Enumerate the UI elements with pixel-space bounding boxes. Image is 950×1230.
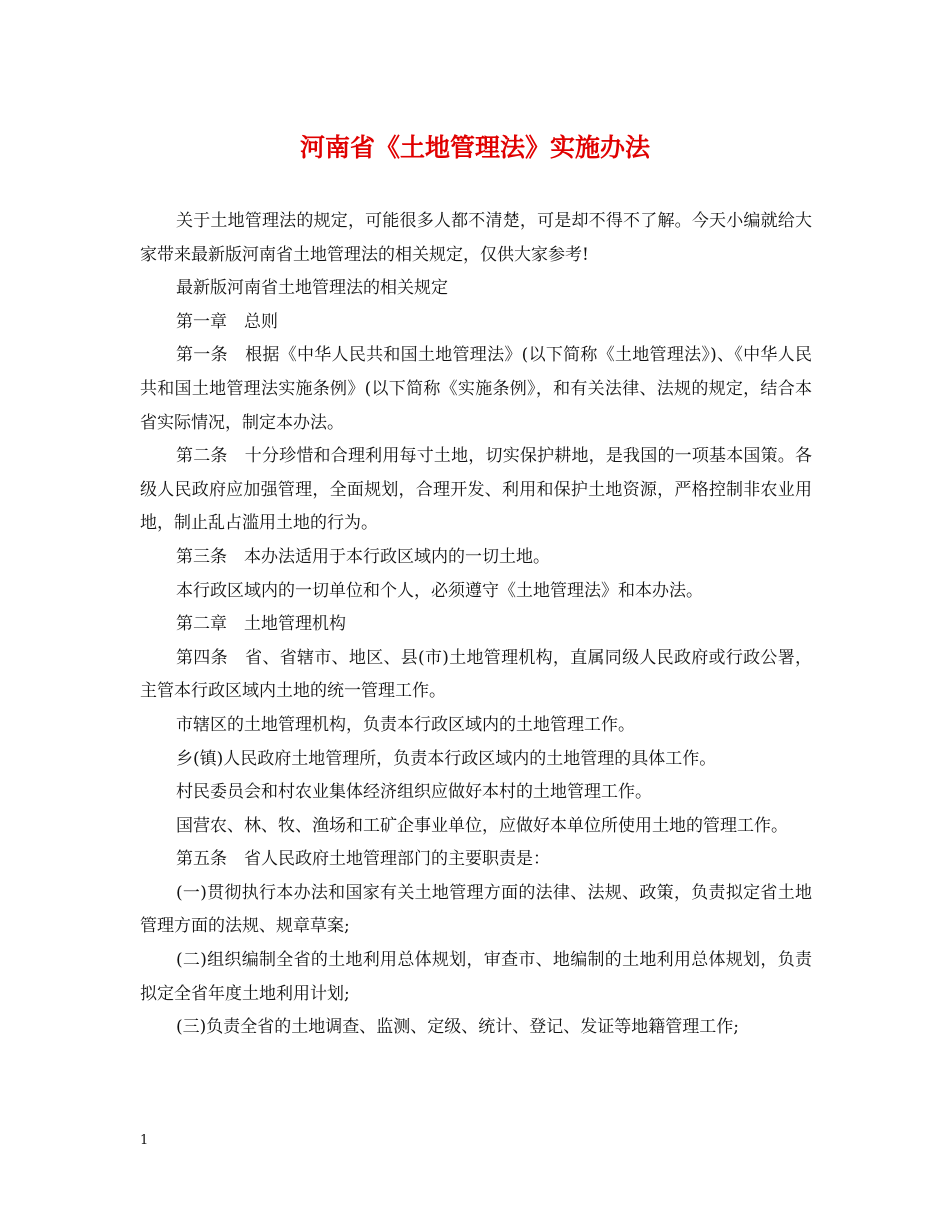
article-5: 第五条 省人民政府土地管理部门的主要职责是：	[176, 849, 550, 870]
article-4-clause-village: 村民委员会和村农业集体经济组织应做好本村的土地管理工作。	[176, 782, 652, 803]
article-3-clause: 本行政区域内的一切单位和个人，必须遵守《土地管理法》和本办法。	[176, 580, 703, 601]
article-1: 第一条 根据《中华人民共和国土地管理法》(以下简称《土地管理法》)、《中华人民共和国土地管理法实施条例》(以下简称《实施条例》，和有关法律、法规的规定，结合本省实际情况，制定本办法。	[140, 345, 812, 433]
article-3: 第三条 本办法适用于本行政区域内的一切土地。	[176, 546, 550, 567]
chapter-heading-2: 第二章 土地管理机构	[176, 614, 346, 635]
article-4-clause-state-units: 国营农、林、牧、渔场和工矿企事业单位，应做好本单位所使用土地的管理工作。	[176, 815, 788, 836]
article-5-item-3: (三)负责全省的土地调查、监测、定级、统计、登记、发证等地籍管理工作;	[176, 1017, 739, 1038]
article-2: 第二条 十分珍惜和合理利用每寸土地，切实保护耕地，是我国的一项基本国策。各级人民政府应加强管理，全面规划，合理开发、利用和保护土地资源，严格控制非农业用地，制止乱占滥用土地的行为。	[140, 446, 812, 534]
article-4: 第四条 省、省辖市、地区、县(市)土地管理机构，直属同级人民政府或行政公署，主管本行政区域内土地的统一管理工作。	[140, 647, 812, 702]
page-number: 1	[140, 1133, 149, 1148]
paragraph-subtitle: 最新版河南省土地管理法的相关规定	[176, 278, 448, 299]
document-body	[140, 205, 812, 1045]
article-4-clause-district: 市辖区的土地管理机构，负责本行政区域内的土地管理工作。	[176, 714, 635, 735]
paragraph-intro: 关于土地管理法的规定，可能很多人都不清楚，可是却不得不了解。今天小编就给大家带来最新版河南省土地管理法的相关规定，仅供大家参考!	[140, 211, 812, 265]
article-5-item-1: (一)贯彻执行本办法和国家有关土地管理方面的法律、法规、政策，负责拟定省土地管理方面的法规、规章草案;	[140, 882, 812, 937]
chapter-heading-1: 第一章 总则	[176, 311, 278, 332]
document-title: 河南省《土地管理法》实施办法	[299, 133, 650, 162]
article-5-item-2: (二)组织编制全省的土地利用总体规划，审查市、地编制的土地利用总体规划，负责拟定全省年度土地利用计划;	[140, 950, 812, 1004]
article-4-clause-township: 乡(镇)人民政府土地管理所，负责本行政区域内的土地管理的具体工作。	[176, 748, 717, 769]
